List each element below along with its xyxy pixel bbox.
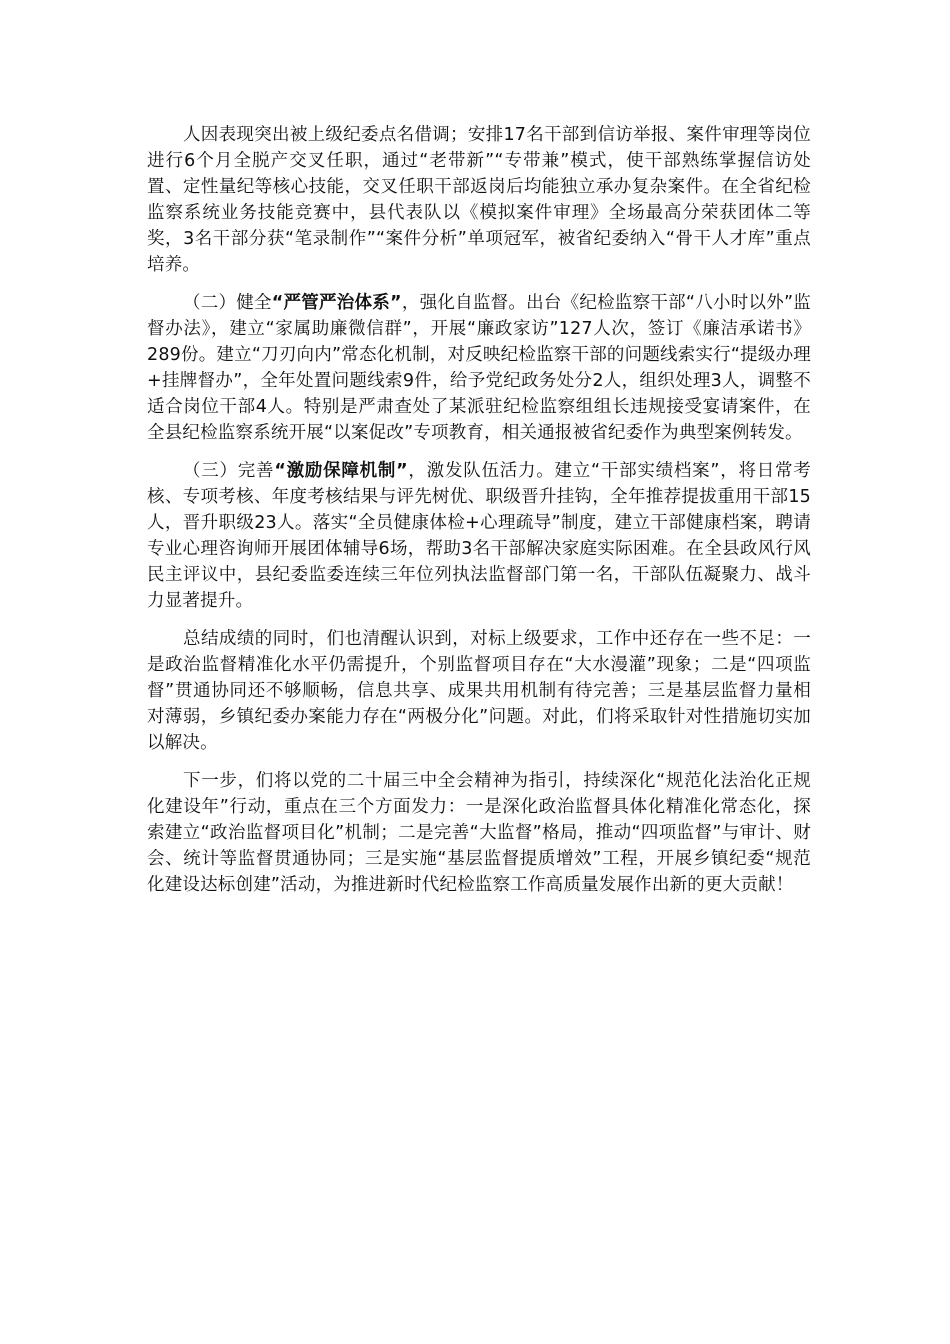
paragraph-1 (147, 122, 811, 278)
paragraph-2-emphasis: “严管严治体系” (271, 293, 402, 313)
paragraph-3 (147, 458, 811, 614)
paragraph-2-lead: （二）健全 (183, 293, 272, 313)
paragraph-3-text: ，激发队伍活力。建立“干部实绩档案”，将日常考核、专项考核、年度考核结果与评先树优、职级晋升挂钩，全年推荐提拔重用干部15人，晋升职级23人。落实“全员健康体检+心理疏导”制度，建立干部健康档案，聘请专业心理咨询师开展团体辅导6场，帮助3名干部解决家庭实际困难。在全县政风行风民主评议中，县纪委监委连续三年位列执法监督部门第一名，干部队伍凝聚力、战斗力显著提升。 (147, 461, 812, 611)
paragraph-2-text: ，强化自监督。出台《纪检监察干部“八小时以外”监督办法》，建立“家属助廉微信群”，开展“廉政家访”127人次，签订《廉洁承诺书》289份。建立“刀刃向内”常态化机制，对反映纪检监察干部的问题线索实行“提级办理+挂牌督办”，全年处置问题线索9件，给予党纪政务处分2人，组织处理3人，调整不适合岗位干部4人。特别是严肃查处了某派驻纪检监察组组长违规接受宴请案件，在全县纪检监察系统开展“以案促改”专项教育，相关通报被省纪委作为典型案例转发。 (147, 293, 811, 443)
paragraph-3-emphasis: “激励保障机制” (274, 461, 408, 481)
paragraph-4 (147, 626, 811, 756)
paragraph-3-lead: （三）完善 (183, 461, 275, 481)
document-body (147, 122, 811, 910)
paragraph-2 (147, 290, 811, 446)
paragraph-4-text: 总结成绩的同时，们也清醒认识到，对标上级要求，工作中还存在一些不足：一是政治监督精准化水平仍需提升，个别监督项目存在“大水漫灌”现象；二是“四项监督”贯通协同还不够顺畅，信息共享、成果共用机制有待完善；三是基层监督力量相对薄弱，乡镇纪委办案能力存在“两极分化”问题。对此，们将采取针对性措施切实加以解决。 (147, 629, 811, 753)
paragraph-5-text: 下一步，们将以党的二十届三中全会精神为指引，持续深化“规范化法治化正规化建设年”行动，重点在三个方面发力：一是深化政治监督具体化精准化常态化，探索建立“政治监督项目化”机制；二是完善“大监督”格局，推动“四项监督”与审计、财会、统计等监督贯通协同；三是实施“基层监督提质增效”工程，开展乡镇纪委“规范化建设达标创建”活动，为推进新时代纪检监察工作高质量发展作出新的更大贡献！ (147, 771, 811, 895)
paragraph-1-text: 人因表现突出被上级纪委点名借调；安排17名干部到信访举报、案件审理等岗位进行6个月全脱产交叉任职，通过“老带新”“专带兼”模式，使干部熟练掌握信访处置、定性量纪等核心技能，交叉任职干部返岗后均能独立承办复杂案件。在全省纪检监察系统业务技能竞赛中，县代表队以《模拟案件审理》全场最高分荣获团体二等奖，3名干部分获“笔录制作”“案件分析”单项冠军，被省纪委纳入“骨干人才库”重点培养。 (147, 125, 811, 275)
paragraph-5 (147, 768, 811, 898)
